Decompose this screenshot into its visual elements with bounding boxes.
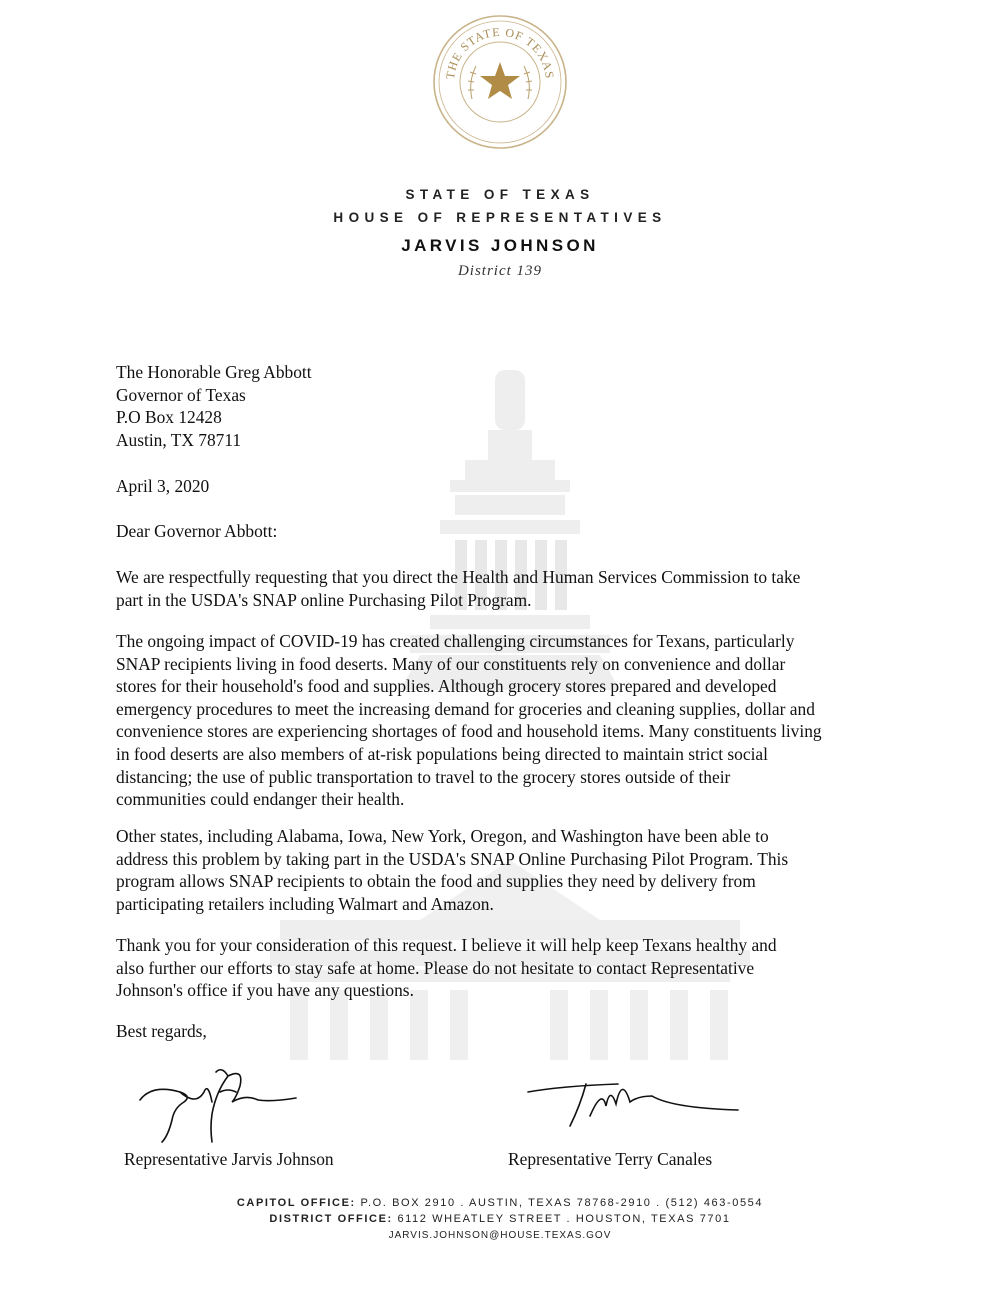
paragraph-4 xyxy=(116,934,906,1002)
footer-capitol-text: P.O. BOX 2910 . AUSTIN, TEXAS 78768-2910 . (512) 463-0554 xyxy=(360,1197,764,1209)
state-seal-icon xyxy=(432,14,568,150)
paragraph-2 xyxy=(116,630,906,811)
letter-date: April 3, 2020 xyxy=(116,476,210,496)
recipient-line: The Honorable Greg Abbott xyxy=(116,362,312,382)
paragraph-line: The ongoing impact of COVID-19 has created challenging circumstances for Texans, particularly xyxy=(116,631,795,651)
paragraph-line: program allows SNAP recipients to obtain the food and supplies they need by delivery from xyxy=(116,871,756,892)
letterhead-house: HOUSE OF REPRESENTATIVES xyxy=(333,210,667,225)
recipient-line: P.O Box 12428 xyxy=(116,407,222,428)
closing: Best regards, xyxy=(116,1021,207,1041)
paragraph-line: address this problem by taking part in the USDA's SNAP Online Purchasing Pilot Program. This xyxy=(116,848,789,869)
paragraph-line: part in the USDA's SNAP online Purchasing Pilot Program. xyxy=(116,589,532,610)
paragraph-line: Other states, including Alabama, Iowa, New York, Oregon, and Washington have been able to xyxy=(116,826,769,846)
footer-capitol-office xyxy=(0,1197,1000,1209)
paragraph-line: We are respectfully requesting that you direct the Health and Human Services Commission to take xyxy=(116,567,801,587)
paragraph-line: SNAP recipients living in food deserts. Many of our constituents rely on convenience and dollar xyxy=(116,653,786,674)
signature-name-right: Representative Terry Canales xyxy=(508,1149,713,1169)
signature-terry-canales xyxy=(522,1066,742,1136)
paragraph-1 xyxy=(116,566,906,611)
footer-district-text: 6112 WHEATLEY STREET . HOUSTON, TEXAS 7701 xyxy=(397,1213,731,1225)
recipient-line: Governor of Texas xyxy=(116,384,246,405)
footer-capitol-label: CAPITOL OFFICE: xyxy=(236,1197,356,1209)
paragraph-line: participating retailers including Walmart and Amazon. xyxy=(116,893,494,914)
paragraph-line: communities could endanger their health. xyxy=(116,789,405,810)
letterhead-district: District 139 xyxy=(457,263,543,279)
paragraph-line: Johnson's office if you have any questions. xyxy=(116,980,414,1001)
footer-email: JARVIS.JOHNSON@HOUSE.TEXAS.GOV xyxy=(388,1230,612,1241)
paragraph-line: in food deserts are also members of at-risk populations being directed to maintain strict social xyxy=(116,743,768,764)
footer-district-office xyxy=(0,1213,1000,1225)
paragraph-line: Thank you for your consideration of this request. I believe it will help keep Texans healthy and xyxy=(116,935,777,955)
letterhead-state: STATE OF TEXAS xyxy=(405,187,595,202)
paragraph-line: convenience stores are experiencing shortages of food and household items. Many constituents living xyxy=(116,721,822,742)
signature-name-left: Representative Jarvis Johnson xyxy=(124,1149,334,1169)
paragraph-3 xyxy=(116,825,906,915)
letterhead-representative-name: JARVIS JOHNSON xyxy=(401,236,599,255)
footer-district-label: DISTRICT OFFICE: xyxy=(269,1213,393,1225)
paragraph-line: emergency procedures to meet the increasing demand for groceries and cleaning supplies, dollar and xyxy=(116,698,815,719)
paragraph-line: also further our efforts to stay safe at home. Please do not hesitate to contact Representative xyxy=(116,957,755,978)
recipient-line: Austin, TX 78711 xyxy=(116,429,242,450)
seal-ring-text: THE STATE OF TEXAS xyxy=(442,24,557,80)
salutation: Dear Governor Abbott: xyxy=(116,521,278,541)
paragraph-line: distancing; the use of public transportation to travel to the grocery stores outside of their xyxy=(116,766,731,787)
signature-jarvis-johnson xyxy=(132,1062,302,1147)
paragraph-line: stores for their household's food and supplies. Although grocery stores prepared and developed xyxy=(116,676,777,697)
recipient-address xyxy=(116,361,906,451)
